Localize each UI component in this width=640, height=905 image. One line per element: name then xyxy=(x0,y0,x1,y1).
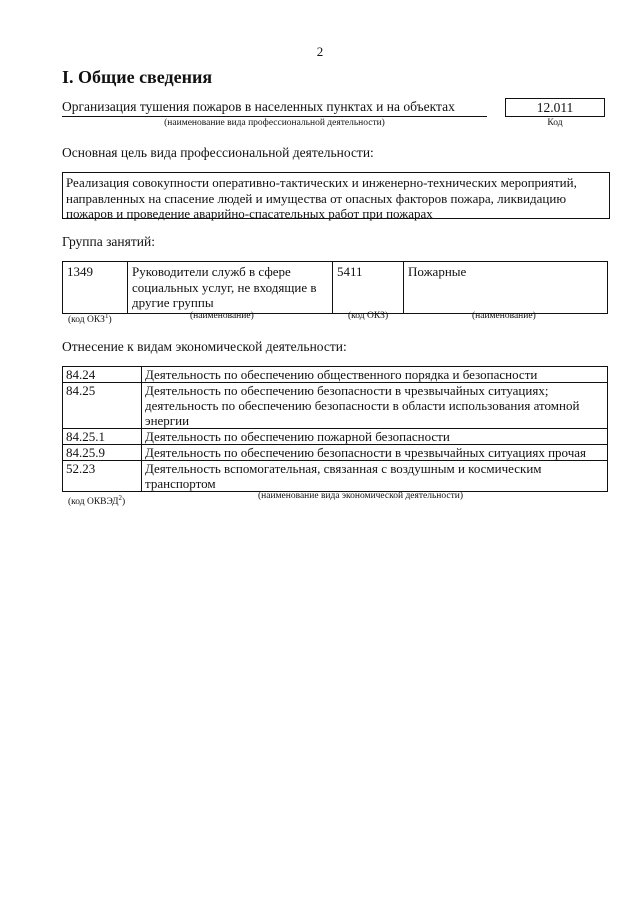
okz-code-cell: 1349 xyxy=(63,262,128,314)
occupation-name-cell: Руководители служб в сфере социальных услуг, не входящие в другие группы xyxy=(128,262,333,314)
table-row xyxy=(63,383,608,429)
activity-name-cell: Деятельность по обеспечению пожарной безопасности xyxy=(142,429,608,445)
goal-text: Реализация совокупности оперативно-тактических и инженерно-технических мероприятий, направленных на спасение людей и имущества от опасных факторов пожара, ликвидацию пожаров и проведение аварийно-спасательных работ при пожарах xyxy=(62,172,610,219)
economic-activities-table xyxy=(62,366,608,492)
okved-code-cell: 84.25 xyxy=(63,383,142,429)
occupation-name-caption: (наименование) xyxy=(190,311,254,321)
goal-label: Основная цель вида профессиональной деятельности: xyxy=(62,145,374,160)
section-title: I. Общие сведения xyxy=(62,67,213,87)
activity-name-caption: (наименование вида профессиональной деятельности) xyxy=(164,118,385,128)
occupation-name-caption-2: (наименование) xyxy=(472,311,536,321)
activity-code: 12.011 xyxy=(505,98,605,117)
economic-name-caption: (наименование вида экономической деятельности) xyxy=(258,491,463,501)
activity-name-cell: Деятельность по обеспечению общественного порядка и безопасности xyxy=(142,367,608,383)
okz-code-caption-2: (код ОКЗ) xyxy=(348,311,389,321)
economic-label: Отнесение к видам экономической деятельности: xyxy=(62,339,347,354)
table-row xyxy=(63,429,608,445)
table-row xyxy=(63,367,608,383)
activity-name-cell: Деятельность вспомогательная, связанная с воздушным и космическим транспортом xyxy=(142,461,608,492)
okz-code-cell: 5411 xyxy=(333,262,404,314)
okz-code-caption: (код ОКЗ$^1$) xyxy=(68,312,112,326)
page-number: 2 xyxy=(316,44,324,59)
activity-name: Организация тушения пожаров в населенных пунктах и на объектах xyxy=(62,99,487,117)
occupations-label: Группа занятий: xyxy=(62,234,155,249)
okved-code-cell: 84.25.9 xyxy=(63,445,142,461)
okved-code-cell: 84.25.1 xyxy=(63,429,142,445)
table-row xyxy=(63,445,608,461)
okved-code-caption: (код ОКВЭД$^2$) xyxy=(68,494,126,508)
table-row xyxy=(63,262,608,314)
okved-code-cell: 52.23 xyxy=(63,461,142,492)
activity-name-cell: Деятельность по обеспечению безопасности в чрезвычайных ситуациях прочая xyxy=(142,445,608,461)
activity-name-cell: Деятельность по обеспечению безопасности в чрезвычайных ситуациях; деятельность по обеспечению безопасности в области использования атомной энергии xyxy=(142,383,608,429)
table-row xyxy=(63,461,608,492)
activity-code-caption: Код xyxy=(547,118,563,128)
occupations-table xyxy=(62,261,608,314)
occupation-name-cell: Пожарные xyxy=(404,262,608,314)
okved-code-cell: 84.24 xyxy=(63,367,142,383)
